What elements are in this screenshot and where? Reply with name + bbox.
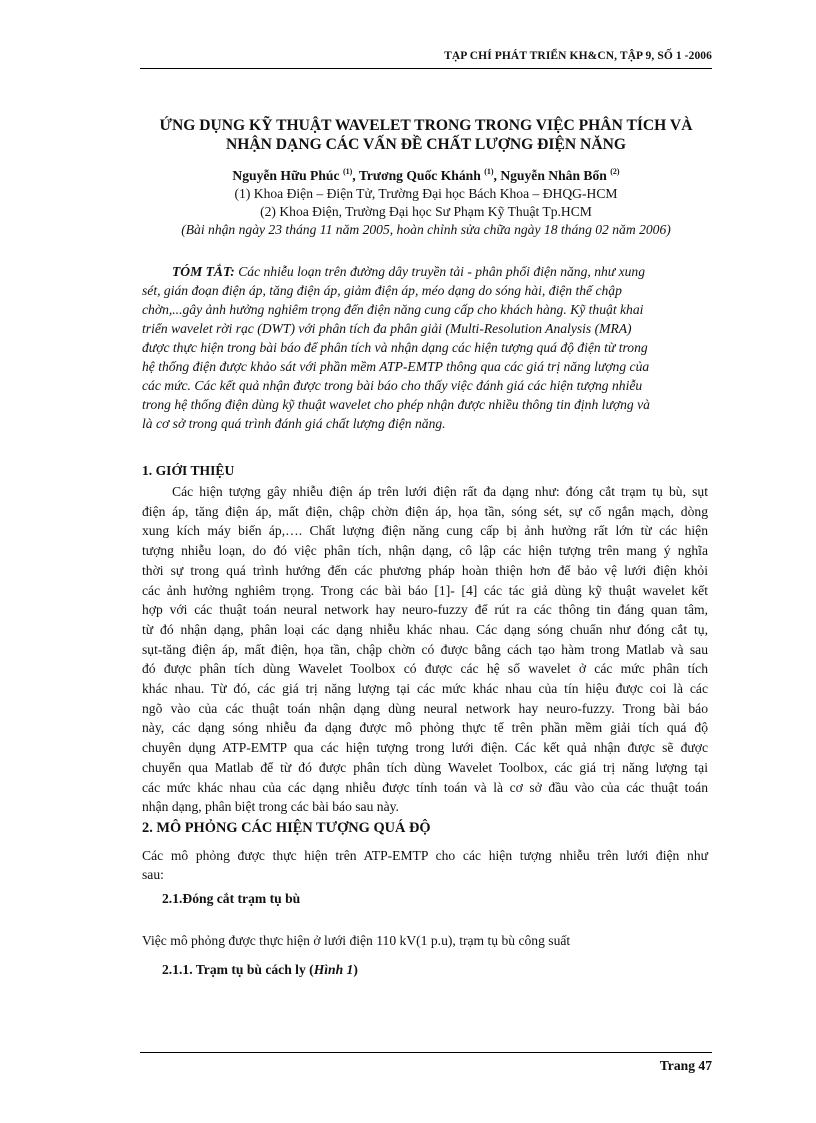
header-rule: [140, 68, 712, 69]
intro-line: chuyển qua Matlab để từ đó được phân tích dùng Wavelet Toolbox, các giá trị năng lượng tại: [142, 759, 708, 775]
intro-line: chuyên dụng ATP-EMTP qua các hiện tượng trong lưới điện. Các kết quả nhận được sẽ được: [142, 740, 708, 756]
abstract-line: các mức. Các kết quả nhận được trong bài báo cho thấy việc đánh giá các hiện tượng nhiễu: [142, 378, 643, 393]
intro-line: nhận dạng, phân biệt trong các bài báo sau này.: [142, 799, 399, 815]
abstract-label: TÓM TẮT:: [172, 264, 235, 279]
author-affiliation-mark: (1): [484, 167, 494, 176]
intro-line: điện áp, tăng điện áp, mất điện, chập chờn điện áp, họa tần, sóng sét, sự cố ngắn mạch, dòng: [142, 503, 708, 519]
simulation-intro: [142, 846, 708, 884]
intro-line: tượng nhiễu loạn, do đó việc phân tích, nhận dạng, cô lập các hiện tượng trên mang ý nghĩa: [142, 543, 708, 559]
intro-line: ngõ vào của các thuật toán nhận dạng dùng neural network hay neuro-fuzzy. Trong bài báo: [142, 700, 708, 716]
intro-line: từ đó nhận dạng, phân loại các dạng nhiễu khác nhau. Các dạng sóng chuẩn như đóng cắt tụ,: [142, 621, 708, 637]
received-note: (Bài nhận ngày 23 tháng 11 năm 2005, hoàn chỉnh sửa chữa ngày 18 tháng 02 năm 2006): [181, 222, 671, 237]
intro-line: thời sự trong quá trình hướng đến các phương pháp hoàn thiện hơn để bảo vệ lưới điện khỏi: [142, 562, 708, 578]
page-number: Trang 47: [659, 1058, 712, 1073]
subsection-text: Việc mô phỏng được thực hiện ở lưới điện 110 kV(1 p.u), trạm tụ bù công suất: [142, 933, 571, 948]
simulation-intro-line: sau:: [142, 867, 164, 882]
subsection-heading-capacitor-switching: 2.1.Đóng cắt trạm tụ bù: [162, 891, 301, 906]
subsection-heading-isolated-bank: 2.1.1. Trạm tụ bù cách ly (Hình 1): [162, 962, 358, 977]
intro-line: hợp với các thuật toán neural network hay neuro-fuzzy để rút ra các thông tin đáng quan tâm,: [142, 602, 708, 618]
intro-line: khác nhau. Từ đó, các giá trị năng lượng tại các mức khác nhau của tín hiệu được coi là các: [142, 681, 708, 697]
intro-line: xung kích máy biến áp,…. Chất lượng điện năng cung cấp bị ảnh hưởng rất lớn từ các hiện: [142, 523, 708, 539]
footer-rule: [140, 1052, 712, 1053]
title-line: NHẬN DẠNG CÁC VẤN ĐỀ CHẤT LƯỢNG ĐIỆN NĂNG: [226, 136, 626, 153]
intro-line: Các hiện tượng gây nhiễu điện áp trên lưới điện rất đa dạng như: đóng cắt trạm tụ bù, sụt: [172, 484, 708, 499]
figure-reference: Hình 1: [313, 962, 354, 977]
simulation-intro-line: Các mô phỏng được thực hiện trên ATP-EMTP cho các hiện tượng nhiễu trên lưới điện như: [142, 848, 708, 863]
intro-line: sụt-tăng điện áp, mất điện, họa tần, chập chờn có được bằng cách tạo hàm trong Matlab và sau: [142, 641, 708, 657]
abstract-line: hệ thống điện được khảo sát với phần mềm ATP-EMTP thông qua các giá trị năng lượng của: [142, 359, 650, 374]
intro-line: này, các dạng sóng nhiễu đa dạng được mô phỏng thực tế trên phần mềm giải tích quá độ: [142, 720, 708, 736]
paper-title: [140, 116, 712, 154]
affiliation-2: (2) Khoa Điện, Trường Đại học Sư Phạm Kỹ Thuật Tp.HCM: [260, 204, 592, 219]
abstract: [142, 262, 708, 433]
title-line: ỨNG DỤNG KỸ THUẬT WAVELET TRONG TRONG VIỆC PHÂN TÍCH VÀ: [159, 117, 693, 134]
author-name: Trương Quốc Khánh: [358, 168, 481, 183]
intro-line: các mức khác nhau của các dạng nhiễu được tính toán và là cơ sở đầu vào của các thuật toán: [142, 779, 708, 795]
author-name: Nguyễn Hữu Phúc: [232, 168, 340, 183]
section-heading-intro: 1. GIỚI THIỆU: [142, 463, 235, 478]
intro-line: các ảnh hưởng nghiêm trọng. Trong các bài báo [1]- [4] các tác giả dùng kỹ thuật wavelet kết: [142, 582, 708, 598]
abstract-line: triển wavelet rời rạc (DWT) với phân tích đa phân giải (Multi-Resolution Analysis (MRA): [142, 321, 632, 336]
section-heading-simulation: 2. MÔ PHỎNG CÁC HIỆN TƯỢNG QUÁ ĐỘ: [142, 820, 431, 836]
abstract-line: trong hệ thống điện dùng kỹ thuật wavelet cho phép nhận được nhiều thông tin định lượng và: [142, 397, 650, 412]
abstract-line: được thực hiện trong bài báo để phân tích và nhận dạng các hiện tượng quá độ điện từ trong: [142, 340, 648, 355]
author-separator: ,: [493, 168, 501, 183]
author-list: [140, 167, 712, 184]
affiliation-1: (1) Khoa Điện – Điện Tử, Trường Đại học Bách Khoa – ĐHQG-HCM: [234, 186, 618, 201]
abstract-line: sét, gián đoạn điện áp, tăng điện áp, giảm điện áp, méo dạng do sóng hài, điện thế chập: [142, 283, 622, 298]
abstract-line: TÓM TẮT: Các nhiễu loạn trên đường dây truyền tải - phân phối điện năng, như xung: [172, 264, 646, 279]
abstract-line: chờn,...gây ảnh hưởng nghiêm trọng đến điện năng cung cấp cho khách hàng. Kỹ thuật khai: [142, 302, 644, 317]
author-affiliation-mark: (1): [342, 167, 353, 176]
abstract-line: là cơ sở trong quá trình đánh giá chất lượng điện năng.: [142, 416, 446, 431]
author-name: Nguyễn Nhân Bổn: [500, 168, 607, 183]
intro-line: đó được phân tích dùng Wavelet Toolbox có được các hệ số wavelet ở các mức phân tích: [142, 661, 708, 677]
running-head: TẠP CHÍ PHÁT TRIỂN KH&CN, TẬP 9, SỐ 1 -2006: [444, 50, 712, 62]
author-affiliation-mark: (2): [610, 167, 620, 176]
author-separator: ,: [352, 168, 359, 183]
intro-paragraph: [142, 482, 708, 817]
